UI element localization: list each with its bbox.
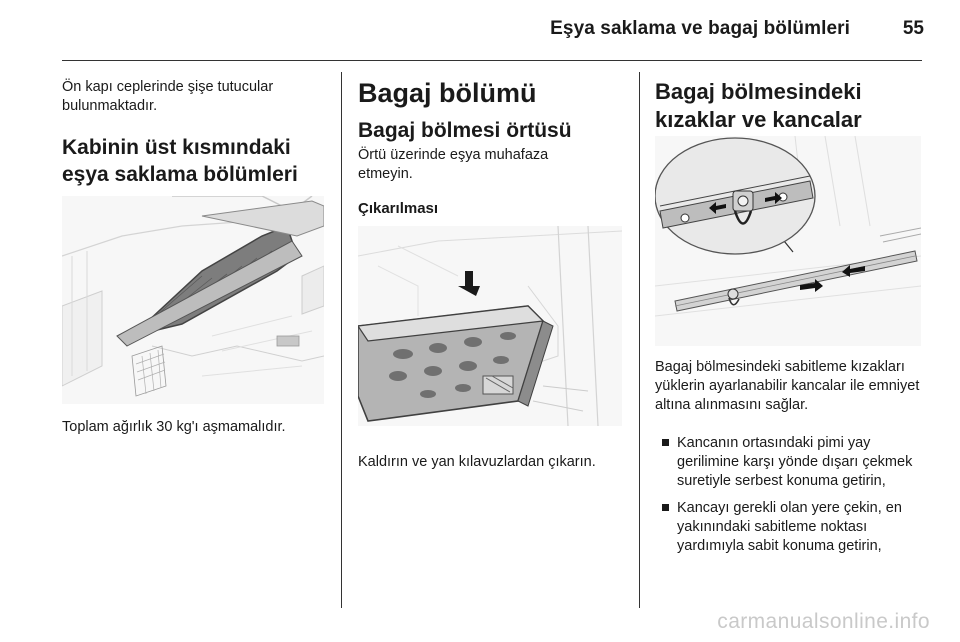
chapter-heading: Bagaj bölümü [358, 78, 537, 108]
middle-intro-text: Örtü üzerinde eşya muhafaza etmeyin. [358, 147, 549, 182]
header-rule [62, 60, 922, 61]
left-intro-text: Ön kapı ceplerinde şişe tutucular bulunmaktadır. [62, 79, 274, 114]
list-item [659, 499, 927, 556]
instruction-list [659, 434, 927, 564]
bullet-square-icon [662, 439, 669, 446]
page-header-title: Eşya saklama ve bagaj bölümleri [550, 18, 850, 39]
list-item-text: Kancanın ortasındaki pimi yay gerilimine karşı yönde dışarı çekmek suretiyle serbest konuma getirin, [677, 435, 913, 489]
removal-subheading: Çıkarılması [358, 200, 439, 217]
middle-section-heading: Bagaj bölmesi örtüsü [358, 119, 572, 142]
page-number: 55 [902, 18, 924, 39]
bullet-square-icon [662, 504, 669, 511]
list-item [659, 434, 927, 491]
watermark: carmanualsonline.info [717, 610, 930, 633]
cargo-cover-removal-illustration [358, 226, 622, 426]
column-divider-left [341, 72, 342, 608]
right-body-text: Bagaj bölmesindeki sabitleme kızakları yüklerin ayarlanabilir kancalar ile emniyet altına alınmasını sağlar. [655, 359, 920, 413]
list-item-text: Kancayı gerekli olan yere çekin, en yakınındaki sabitleme noktası yardımıyla sabit konuma getirin, [677, 500, 902, 554]
column-divider-right [639, 72, 640, 608]
right-section-heading: Bagaj bölmesindeki kızaklar ve kancalar [655, 79, 862, 132]
overhead-storage-illustration [62, 196, 324, 404]
sliding-rails-hooks-illustration [655, 136, 921, 346]
left-illustration-caption: Toplam ağırlık 30 kg'ı aşmamalıdır. [62, 419, 286, 435]
left-section-heading: Kabinin üst kısmındaki eşya saklama bölümleri [62, 136, 298, 186]
middle-illustration-caption: Kaldırın ve yan kılavuzlardan çıkarın. [358, 454, 596, 470]
